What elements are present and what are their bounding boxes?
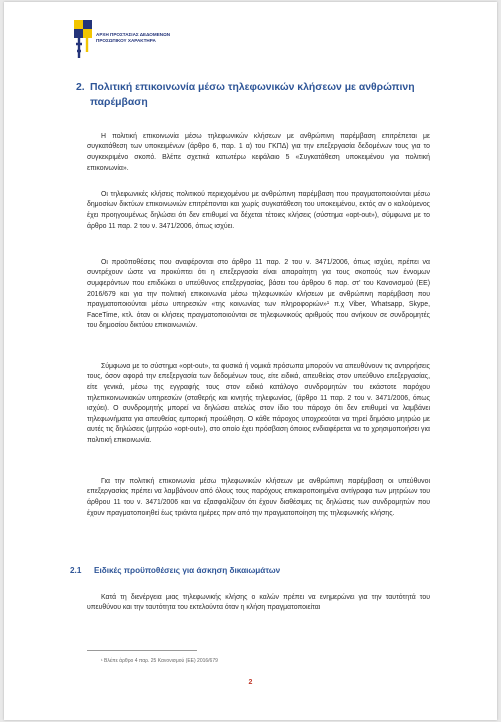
- subsection-title: Ειδικές προϋποθέσεις για άσκηση δικαιωμάτων: [94, 566, 281, 575]
- footnote: ¹ Βλέπε άρθρο 4 παρ. 25 Κανονισμού (ΕΕ) 2016/679: [101, 658, 218, 664]
- logo-text: ΑΡΧΗ ΠΡΟΣΤΑΣΙΑΣ ΔΕΔΟΜΕΝΩΝ ΠΡΟΣΩΠΙΚΟΥ ΧΑΡΑΚΤΗΡΑ: [96, 32, 171, 43]
- document-page: [4, 2, 497, 720]
- paragraph-2: Οι τηλεφωνικές κλήσεις πολιτικού περιεχομένου με ανθρώπινη παρέμβαση που πραγματοποιούνται μέσω δημοσίων δικτύων επικοινωνιών επιτρέπονται και χωρίς συγκατάθεση του υποκειμένου, εκτός αν ο καλούμενος έχει προηγουμένως δηλώσει ότι δεν επιθυμεί να δέχεται τέτοιες κλήσεις (σύστημα «opt-out»), σύμφωνα με το άρθρο 11 παρ. 2 του ν. 3471/2006, όπως ισχύει.: [87, 190, 430, 230]
- page-number: 2: [248, 679, 253, 686]
- subsection-number: 2.1: [70, 566, 82, 575]
- paragraph-3: Οι προϋποθέσεις που αναφέρονται στο άρθρο 11 παρ. 2 του ν. 3471/2006, όπως ισχύει, πρέπει να συντρέχουν ώστε να προκύπτει ότι η επεξεργασία είναι απαραίτητη για τους σκοπούς των έννομων συμφερόντων που επιδιώκει ο υπεύθυνος επεξεργασίας, βάσει του άρθρου 6 παρ. στ' του Κανονισμού (ΕΕ) 2016/679 και για την πολιτική επικοινωνία μέσω τηλεφωνικών κλήσεων με ανθρώπινη παρέμβαση που πραγματοποιούνται μέσω υπηρεσιών «της κοινωνίας των πληροφοριών»¹ π.χ Viber, Whatsapp, Skype, FaceTime, κτλ. όταν οι κλήσεις πραγματοποιούνται σε τηλεφωνικούς αριθμούς που ανήκουν σε συνδρομητές του δημοσίου δικτύου επικοινωνιών.: [87, 258, 430, 330]
- subsection-paragraph: Κατά τη διενέργεια μιας τηλεφωνικής κλήσης ο καλών πρέπει να ενημερώνει για την ταυτότητά του υπευθύνου και την ταυτότητα του εκτελούντα όταν η κλήση πραγματοποιείται: [87, 593, 430, 612]
- subsection-heading: [70, 566, 280, 575]
- section-number: 2.: [76, 82, 85, 93]
- paragraph-5: Για την πολιτική επικοινωνία μέσω τηλεφωνικών κλήσεων με ανθρώπινη παρέμβαση οι υπεύθυνοι επεξεργασίας πρέπει να λαμβάνουν από όλους τους παρόχους επικαιροποιημένα αντίγραφα των μητρώων του άρθρου 11 του ν. 3471/2006 και να εξασφαλίζουν ότι έχουν διαθέσιμες τις δηλώσεις των συνδρομητών που έχουν πραγματοποιηθεί έως τριάντα ημέρες πριν από την πραγματοποίηση της τηλεφωνικής κλήσης.: [87, 477, 430, 517]
- authority-logo-icon: [70, 18, 96, 60]
- header-logo: [70, 18, 220, 60]
- paragraph-4: Σύμφωνα με το σύστημα «opt-out», τα φυσικά ή νομικά πρόσωπα μπορούν να απευθύνουν τις αντιρρήσεις τους, όσον αφορά την επεξεργασία των δεδομένων τους, είτε ειδικά, απευθείας στον υπεύθυνο επεξεργασίας, είτε γενικά, μέσω της εγγραφής τους στον ειδικό κατάλογο συνδρομητών του εκάστοτε παρόχου τηλεπικοινωνιακών υπηρεσιών (σταθερής και κινητής τηλεφωνίας, (άρθρο 11 παρ. 2 του ν. 3471/2006, όπως ισχύει). Ο συνδρομητής μπορεί να δηλώσει ατελώς στον ίδιο του πάροχο ότι δεν επιθυμεί να λαμβάνει τηλεφωνήματα για απευθείας εμπορική προώθηση. Ο κάθε πάροχος υποχρεούται να τηρεί δημόσιο μητρώο με αυτές τις δηλώσεις (μητρώο «opt-out»), στο οποίο έχει πρόσβαση όποιος ενδιαφέρεται να το χρησιμοποιήσει για πολιτική επικοινωνία.: [87, 362, 430, 445]
- section-title-line1: Πολιτική επικοινωνία μέσω τηλεφωνικών κλήσεων με ανθρώπινη: [90, 82, 415, 93]
- section-title-line2: παρέμβαση: [90, 97, 148, 108]
- footnote-divider: [87, 650, 197, 651]
- paragraph-1: Η πολιτική επικοινωνία μέσω τηλεφωνικών κλήσεων με ανθρώπινη παρέμβαση επιτρέπεται με συγκατάθεση των υποκειμένων (άρθρο 6, παρ. 1 α) του ΓΚΠΔ) για την επεξεργασία δεδομένων τους για το συγκεκριμένο σκοπό. Βλέπε σχετικά κατωτέρω κεφάλαιο 5 «Συγκατάθεση υποκειμένου για πολιτική επικοινωνία».: [87, 132, 430, 172]
- section-heading: [76, 80, 436, 110]
